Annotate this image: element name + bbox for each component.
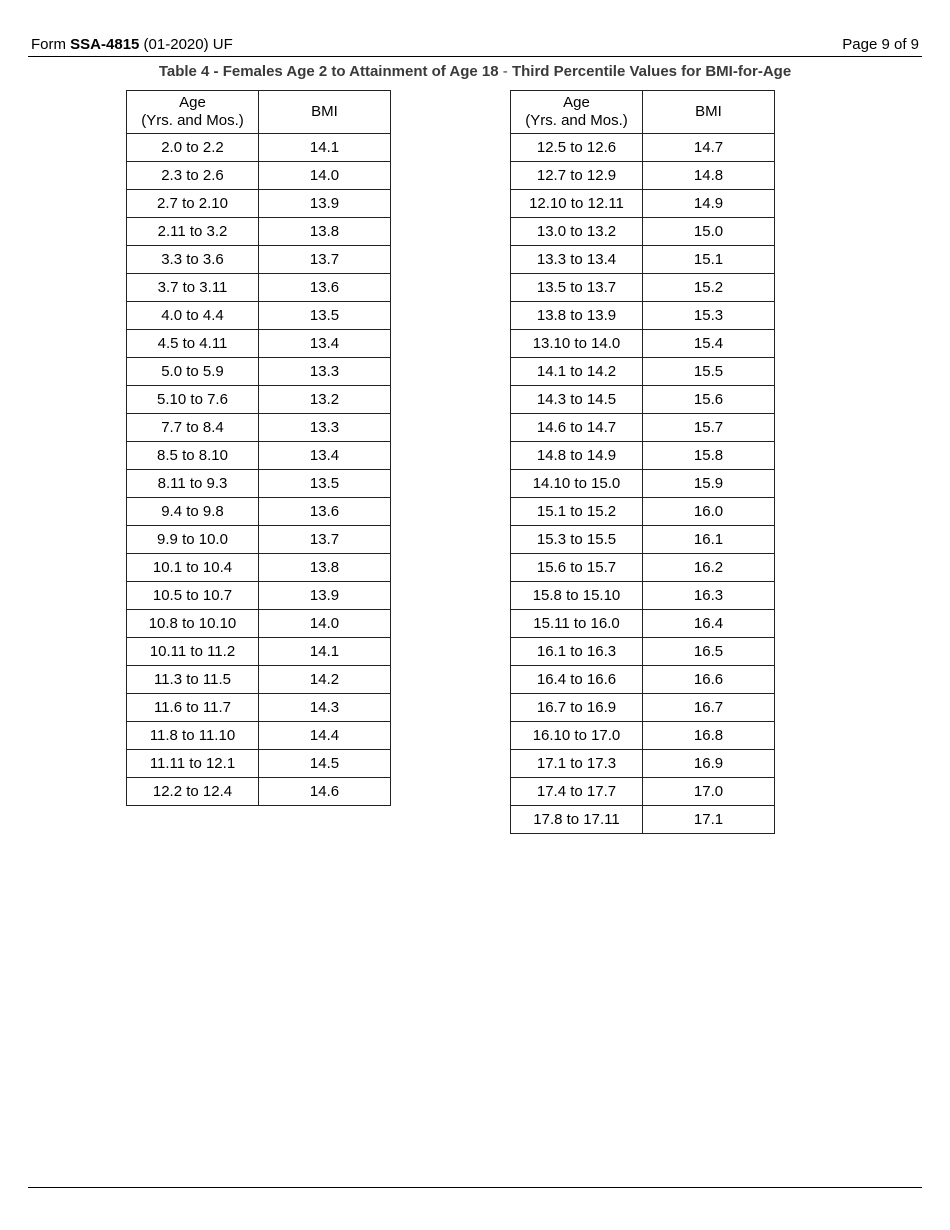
bmi-value-cell: 15.6 bbox=[643, 386, 775, 414]
bmi-value-cell: 13.3 bbox=[259, 414, 391, 442]
form-number: SSA-4815 bbox=[70, 36, 140, 53]
table-row bbox=[511, 638, 775, 666]
age-range-cell: 10.11 to 11.2 bbox=[127, 638, 259, 666]
bmi-value-cell: 15.7 bbox=[643, 414, 775, 442]
bmi-value-cell: 16.2 bbox=[643, 554, 775, 582]
age-range-cell: 16.10 to 17.0 bbox=[511, 722, 643, 750]
age-header-line1: Age bbox=[179, 94, 206, 111]
bmi-value-cell: 15.3 bbox=[643, 302, 775, 330]
form-identifier bbox=[31, 36, 233, 53]
bmi-value-cell: 16.8 bbox=[643, 722, 775, 750]
age-header-line2: (Yrs. and Mos.) bbox=[525, 112, 628, 129]
bmi-value-cell: 13.9 bbox=[259, 190, 391, 218]
age-range-cell: 13.0 to 13.2 bbox=[511, 218, 643, 246]
bmi-value-cell: 14.4 bbox=[259, 722, 391, 750]
bmi-value-cell: 13.7 bbox=[259, 526, 391, 554]
age-range-cell: 16.7 to 16.9 bbox=[511, 694, 643, 722]
bmi-value-cell: 14.8 bbox=[643, 162, 775, 190]
table-row bbox=[127, 274, 391, 302]
table-row bbox=[511, 806, 775, 834]
bmi-value-cell: 14.3 bbox=[259, 694, 391, 722]
table-row bbox=[511, 218, 775, 246]
age-range-cell: 17.1 to 17.3 bbox=[511, 750, 643, 778]
age-range-cell: 3.3 to 3.6 bbox=[127, 246, 259, 274]
table-row bbox=[127, 302, 391, 330]
age-range-cell: 10.1 to 10.4 bbox=[127, 554, 259, 582]
table-row bbox=[127, 498, 391, 526]
table-row bbox=[127, 386, 391, 414]
bmi-value-cell: 14.1 bbox=[259, 638, 391, 666]
age-range-cell: 16.4 to 16.6 bbox=[511, 666, 643, 694]
header-row bbox=[511, 91, 775, 134]
age-range-cell: 13.10 to 14.0 bbox=[511, 330, 643, 358]
table-row bbox=[511, 162, 775, 190]
bmi-value-cell: 13.8 bbox=[259, 218, 391, 246]
age-range-cell: 17.8 to 17.11 bbox=[511, 806, 643, 834]
table-row bbox=[511, 750, 775, 778]
bmi-value-cell: 16.9 bbox=[643, 750, 775, 778]
table-row bbox=[127, 778, 391, 806]
table-row bbox=[127, 610, 391, 638]
bmi-table-right bbox=[510, 90, 775, 834]
bmi-column-header: BMI bbox=[643, 91, 775, 134]
age-range-cell: 14.6 to 14.7 bbox=[511, 414, 643, 442]
table-row bbox=[127, 358, 391, 386]
age-range-cell: 2.11 to 3.2 bbox=[127, 218, 259, 246]
age-range-cell: 15.8 to 15.10 bbox=[511, 582, 643, 610]
age-column-header bbox=[127, 91, 259, 134]
age-range-cell: 2.0 to 2.2 bbox=[127, 134, 259, 162]
bmi-value-cell: 15.2 bbox=[643, 274, 775, 302]
bmi-value-cell: 14.0 bbox=[259, 610, 391, 638]
table-row bbox=[127, 582, 391, 610]
table-row bbox=[127, 330, 391, 358]
bmi-value-cell: 15.0 bbox=[643, 218, 775, 246]
age-range-cell: 15.3 to 15.5 bbox=[511, 526, 643, 554]
bmi-value-cell: 14.5 bbox=[259, 750, 391, 778]
bmi-value-cell: 15.1 bbox=[643, 246, 775, 274]
age-range-cell: 2.7 to 2.10 bbox=[127, 190, 259, 218]
bmi-value-cell: 13.5 bbox=[259, 302, 391, 330]
bmi-column-header: BMI bbox=[259, 91, 391, 134]
age-range-cell: 9.4 to 9.8 bbox=[127, 498, 259, 526]
table-row bbox=[511, 134, 775, 162]
table-row bbox=[511, 302, 775, 330]
table-row bbox=[127, 554, 391, 582]
bmi-value-cell: 13.8 bbox=[259, 554, 391, 582]
table-row bbox=[511, 246, 775, 274]
age-range-cell: 12.10 to 12.11 bbox=[511, 190, 643, 218]
table-row bbox=[511, 414, 775, 442]
table-row bbox=[511, 358, 775, 386]
age-range-cell: 12.2 to 12.4 bbox=[127, 778, 259, 806]
bmi-value-cell: 13.9 bbox=[259, 582, 391, 610]
bmi-value-cell: 13.6 bbox=[259, 498, 391, 526]
table-row bbox=[511, 442, 775, 470]
age-range-cell: 4.0 to 4.4 bbox=[127, 302, 259, 330]
table-row bbox=[511, 778, 775, 806]
table-row bbox=[511, 694, 775, 722]
age-range-cell: 8.11 to 9.3 bbox=[127, 470, 259, 498]
age-range-cell: 3.7 to 3.11 bbox=[127, 274, 259, 302]
bmi-value-cell: 17.1 bbox=[643, 806, 775, 834]
age-range-cell: 12.5 to 12.6 bbox=[511, 134, 643, 162]
bmi-value-cell: 13.7 bbox=[259, 246, 391, 274]
bmi-value-cell: 16.3 bbox=[643, 582, 775, 610]
age-range-cell: 11.6 to 11.7 bbox=[127, 694, 259, 722]
age-range-cell: 11.3 to 11.5 bbox=[127, 666, 259, 694]
age-range-cell: 14.10 to 15.0 bbox=[511, 470, 643, 498]
bmi-value-cell: 16.6 bbox=[643, 666, 775, 694]
bmi-value-cell: 13.4 bbox=[259, 330, 391, 358]
age-range-cell: 15.11 to 16.0 bbox=[511, 610, 643, 638]
table-title-main: Table 4 - Females Age 2 to Attainment of Age 18 bbox=[158, 63, 499, 80]
table-row bbox=[511, 666, 775, 694]
table-title-sub: Third Percentile Values for BMI-for-Age bbox=[511, 63, 792, 80]
age-range-cell: 15.6 to 15.7 bbox=[511, 554, 643, 582]
bmi-value-cell: 15.9 bbox=[643, 470, 775, 498]
bmi-value-cell: 13.6 bbox=[259, 274, 391, 302]
table-row bbox=[511, 274, 775, 302]
age-range-cell: 8.5 to 8.10 bbox=[127, 442, 259, 470]
age-range-cell: 13.3 to 13.4 bbox=[511, 246, 643, 274]
table-title-separator: - bbox=[498, 63, 512, 80]
table-row bbox=[127, 470, 391, 498]
age-range-cell: 14.1 to 14.2 bbox=[511, 358, 643, 386]
age-range-cell: 11.8 to 11.10 bbox=[127, 722, 259, 750]
age-range-cell: 15.1 to 15.2 bbox=[511, 498, 643, 526]
age-range-cell: 5.10 to 7.6 bbox=[127, 386, 259, 414]
bmi-table-left bbox=[126, 90, 391, 806]
header-row bbox=[127, 91, 391, 134]
table-row bbox=[127, 694, 391, 722]
age-range-cell: 9.9 to 10.0 bbox=[127, 526, 259, 554]
table-row bbox=[511, 498, 775, 526]
bmi-value-cell: 14.9 bbox=[643, 190, 775, 218]
table-row bbox=[127, 750, 391, 778]
age-range-cell: 16.1 to 16.3 bbox=[511, 638, 643, 666]
age-range-cell: 14.8 to 14.9 bbox=[511, 442, 643, 470]
age-range-cell: 17.4 to 17.7 bbox=[511, 778, 643, 806]
table-row bbox=[127, 666, 391, 694]
bmi-value-cell: 16.5 bbox=[643, 638, 775, 666]
table-row bbox=[511, 190, 775, 218]
table-row bbox=[127, 638, 391, 666]
table-row bbox=[127, 722, 391, 750]
bmi-value-cell: 13.4 bbox=[259, 442, 391, 470]
table-row bbox=[511, 330, 775, 358]
table-row bbox=[511, 526, 775, 554]
table-row bbox=[511, 582, 775, 610]
footer-divider bbox=[28, 1187, 922, 1188]
bmi-value-cell: 15.8 bbox=[643, 442, 775, 470]
age-range-cell: 5.0 to 5.9 bbox=[127, 358, 259, 386]
bmi-value-cell: 16.0 bbox=[643, 498, 775, 526]
bmi-value-cell: 14.1 bbox=[259, 134, 391, 162]
bmi-value-cell: 16.1 bbox=[643, 526, 775, 554]
bmi-value-cell: 15.5 bbox=[643, 358, 775, 386]
table-row bbox=[511, 554, 775, 582]
age-range-cell: 10.5 to 10.7 bbox=[127, 582, 259, 610]
table-row bbox=[127, 526, 391, 554]
bmi-value-cell: 15.4 bbox=[643, 330, 775, 358]
age-range-cell: 13.8 to 13.9 bbox=[511, 302, 643, 330]
bmi-value-cell: 17.0 bbox=[643, 778, 775, 806]
age-header-line1: Age bbox=[563, 94, 590, 111]
age-range-cell: 7.7 to 8.4 bbox=[127, 414, 259, 442]
table-row bbox=[511, 386, 775, 414]
age-range-cell: 11.11 to 12.1 bbox=[127, 750, 259, 778]
table-row bbox=[127, 414, 391, 442]
table-row bbox=[511, 470, 775, 498]
bmi-value-cell: 13.3 bbox=[259, 358, 391, 386]
table-row bbox=[511, 610, 775, 638]
age-range-cell: 2.3 to 2.6 bbox=[127, 162, 259, 190]
bmi-value-cell: 14.2 bbox=[259, 666, 391, 694]
table-row bbox=[127, 246, 391, 274]
age-range-cell: 10.8 to 10.10 bbox=[127, 610, 259, 638]
form-prefix: Form bbox=[31, 36, 71, 53]
table-row bbox=[127, 442, 391, 470]
age-range-cell: 14.3 to 14.5 bbox=[511, 386, 643, 414]
age-header-line2: (Yrs. and Mos.) bbox=[141, 112, 244, 129]
table-row bbox=[127, 134, 391, 162]
age-range-cell: 13.5 to 13.7 bbox=[511, 274, 643, 302]
bmi-value-cell: 16.4 bbox=[643, 610, 775, 638]
bmi-value-cell: 14.7 bbox=[643, 134, 775, 162]
form-revision: (01-2020) UF bbox=[139, 36, 233, 53]
table-title bbox=[0, 63, 950, 80]
bmi-value-cell: 14.0 bbox=[259, 162, 391, 190]
age-range-cell: 12.7 to 12.9 bbox=[511, 162, 643, 190]
bmi-value-cell: 13.5 bbox=[259, 470, 391, 498]
age-range-cell: 4.5 to 4.11 bbox=[127, 330, 259, 358]
bmi-value-cell: 14.6 bbox=[259, 778, 391, 806]
bmi-value-cell: 16.7 bbox=[643, 694, 775, 722]
bmi-value-cell: 13.2 bbox=[259, 386, 391, 414]
table-row bbox=[511, 722, 775, 750]
table-row bbox=[127, 162, 391, 190]
table-row bbox=[127, 218, 391, 246]
page-number: Page 9 of 9 bbox=[842, 36, 919, 53]
table-row bbox=[127, 190, 391, 218]
page-header bbox=[28, 34, 922, 57]
age-column-header bbox=[511, 91, 643, 134]
